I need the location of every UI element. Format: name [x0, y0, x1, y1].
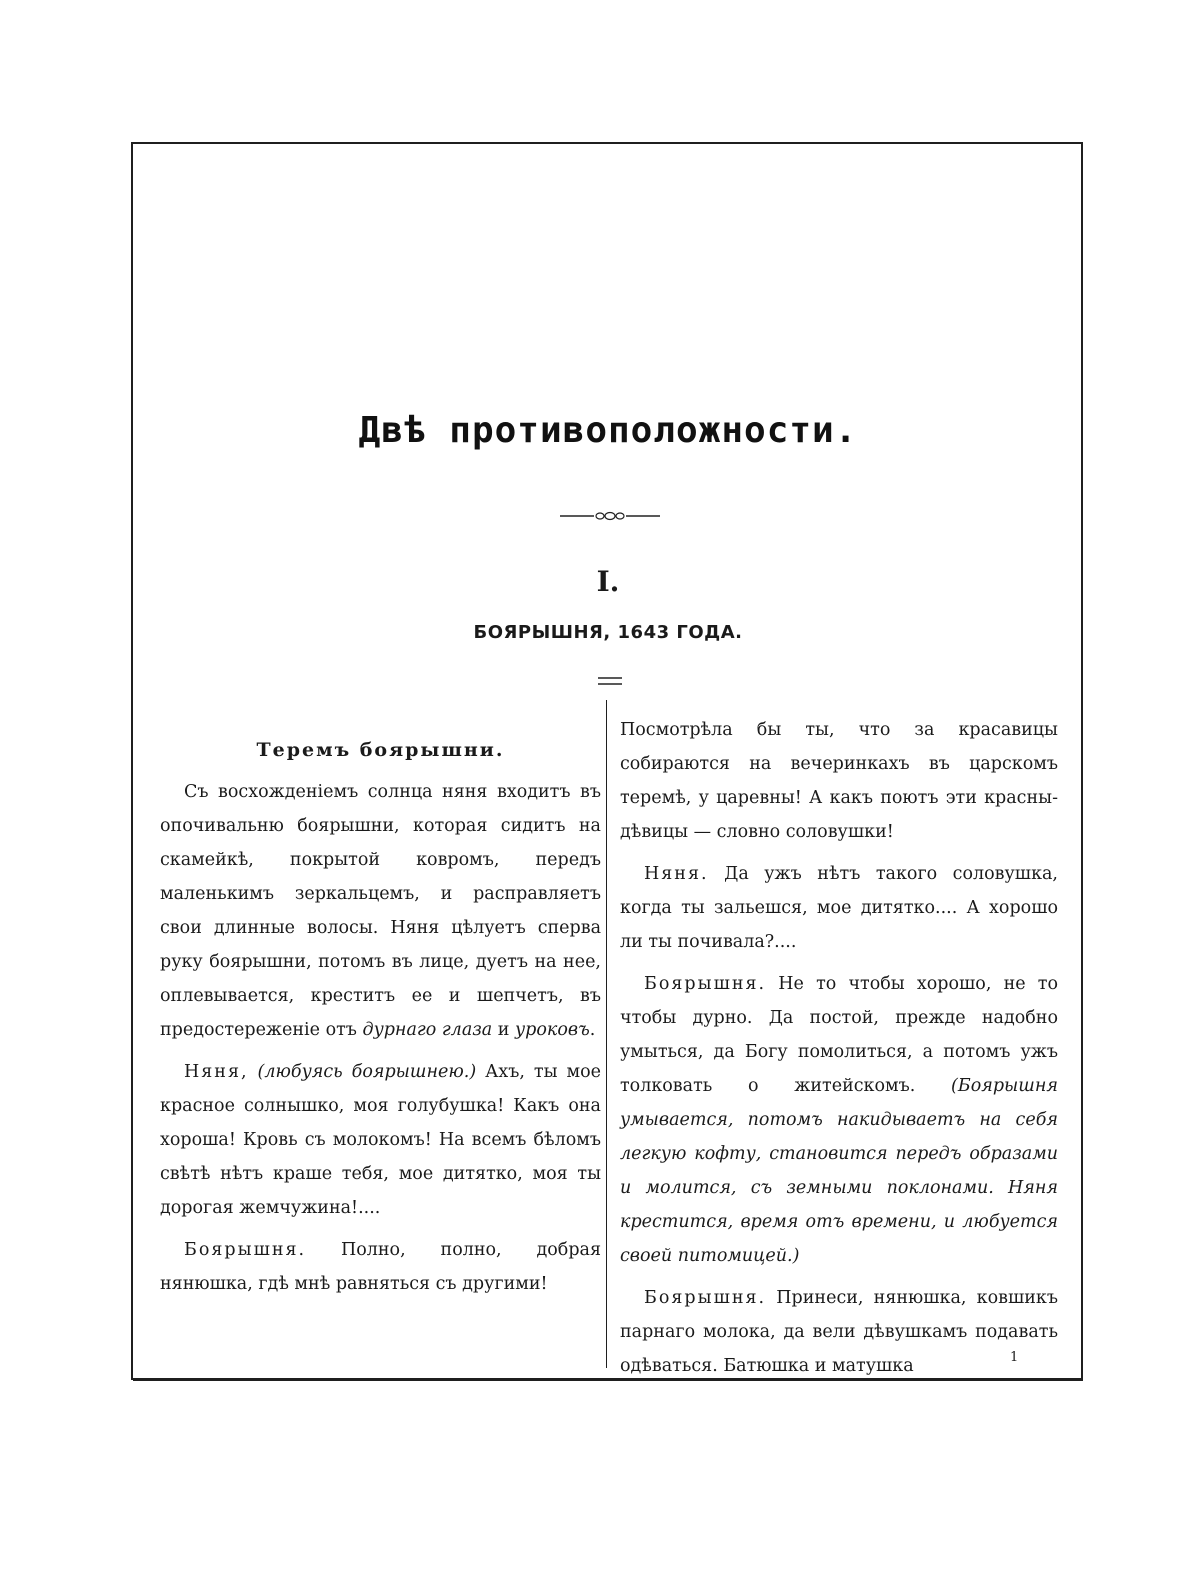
right-column — [620, 713, 1058, 1391]
page-title: Двѣ противоположности. — [358, 410, 858, 451]
paragraph-text: Полно, полно, добрая нянюшка, гдѣ мнѣ равняться съ другими! — [160, 1240, 601, 1294]
paragraph-text: Ахъ, ты мое красное солнышко, моя голубушка! Какъ она хороша! Кровь съ молокомъ! На всемъ бѣломъ свѣтѣ нѣтъ краше тебя, мое дитятко, моя ты дорогая жемчужина!.... — [160, 1062, 601, 1218]
speaker-name: Няня, — [184, 1062, 249, 1082]
italic-text: дурнаго глаза — [362, 1020, 493, 1040]
column-divider — [606, 700, 607, 1368]
stage-direction: (Боярышня умывается, потомъ накидываетъ на себя легкую кофту, становится передъ образами и молится, съ земными поклонами. Няня крестится, время отъ времени, и любуется своей питомицей.) — [620, 1076, 1058, 1266]
paragraph — [160, 1233, 601, 1301]
paragraph-text: и — [492, 1020, 516, 1040]
paragraph — [620, 857, 1058, 959]
italic-text: уроковъ — [515, 1020, 590, 1040]
paragraph: Посмотрѣла бы ты, что за красавицы собираются на вечеринкахъ въ царскомъ теремѣ, у царевны! А какъ поютъ эти красны-дѣвицы — словно соловушки! — [620, 720, 1058, 842]
part-number: I. — [596, 565, 620, 598]
frame-left-border — [131, 142, 133, 1380]
part-subtitle: БОЯРЫШНЯ, 1643 ГОДА. — [473, 622, 743, 643]
paragraph — [160, 1055, 601, 1225]
frame-right-border — [1081, 142, 1083, 1380]
page-number: 1 — [1010, 1350, 1019, 1365]
stage-direction: (любуясь боярышнею.) — [257, 1062, 477, 1082]
paragraph-text: Принеси, нянюшка, ковшикъ парнаго молока, да вели дѣвушкамъ подавать одѣваться. Батюшка и матушка — [620, 1288, 1058, 1376]
frame-top-border — [133, 142, 1083, 144]
paragraph-text: . — [589, 1020, 596, 1040]
ornament-divider — [560, 507, 660, 525]
speaker-name: Боярышня. — [644, 974, 767, 994]
speaker-name: Няня. — [644, 864, 709, 884]
speaker-name: Боярышня. — [184, 1240, 307, 1260]
left-column — [160, 733, 601, 1309]
double-rule-divider — [598, 677, 622, 685]
paragraph-text: Да ужъ нѣтъ такого соловушка, когда ты зальешся, мое дитятко.... А хорошо ли ты почивала?.... — [620, 864, 1058, 952]
paragraph-text: Не то чтобы хорошо, не то чтобы дурно. Да постой, прежде надобно умыться, да Богу помолиться, а потомъ ужъ толковать о житейскомъ. — [620, 974, 1058, 1096]
speaker-name: Боярышня. — [644, 1288, 767, 1308]
section-heading: Теремъ боярышни. — [256, 739, 505, 761]
paragraph-text: Съ восхожденіемъ солнца няня входитъ въ опочивальню боярышни, которая сидитъ на скамейкѣ, покрытой ковромъ, передъ маленькимъ зеркальцемъ, и расправляетъ свои длинные волосы. Няня цѣлуетъ сперва руку боярышни, потомъ въ лице, дуетъ на нее, оплевывается, креститъ ее и шепчетъ, въ предостереженіе отъ — [160, 782, 601, 1040]
paragraph — [160, 775, 601, 1047]
paragraph — [620, 967, 1058, 1273]
paragraph — [620, 1281, 1058, 1383]
